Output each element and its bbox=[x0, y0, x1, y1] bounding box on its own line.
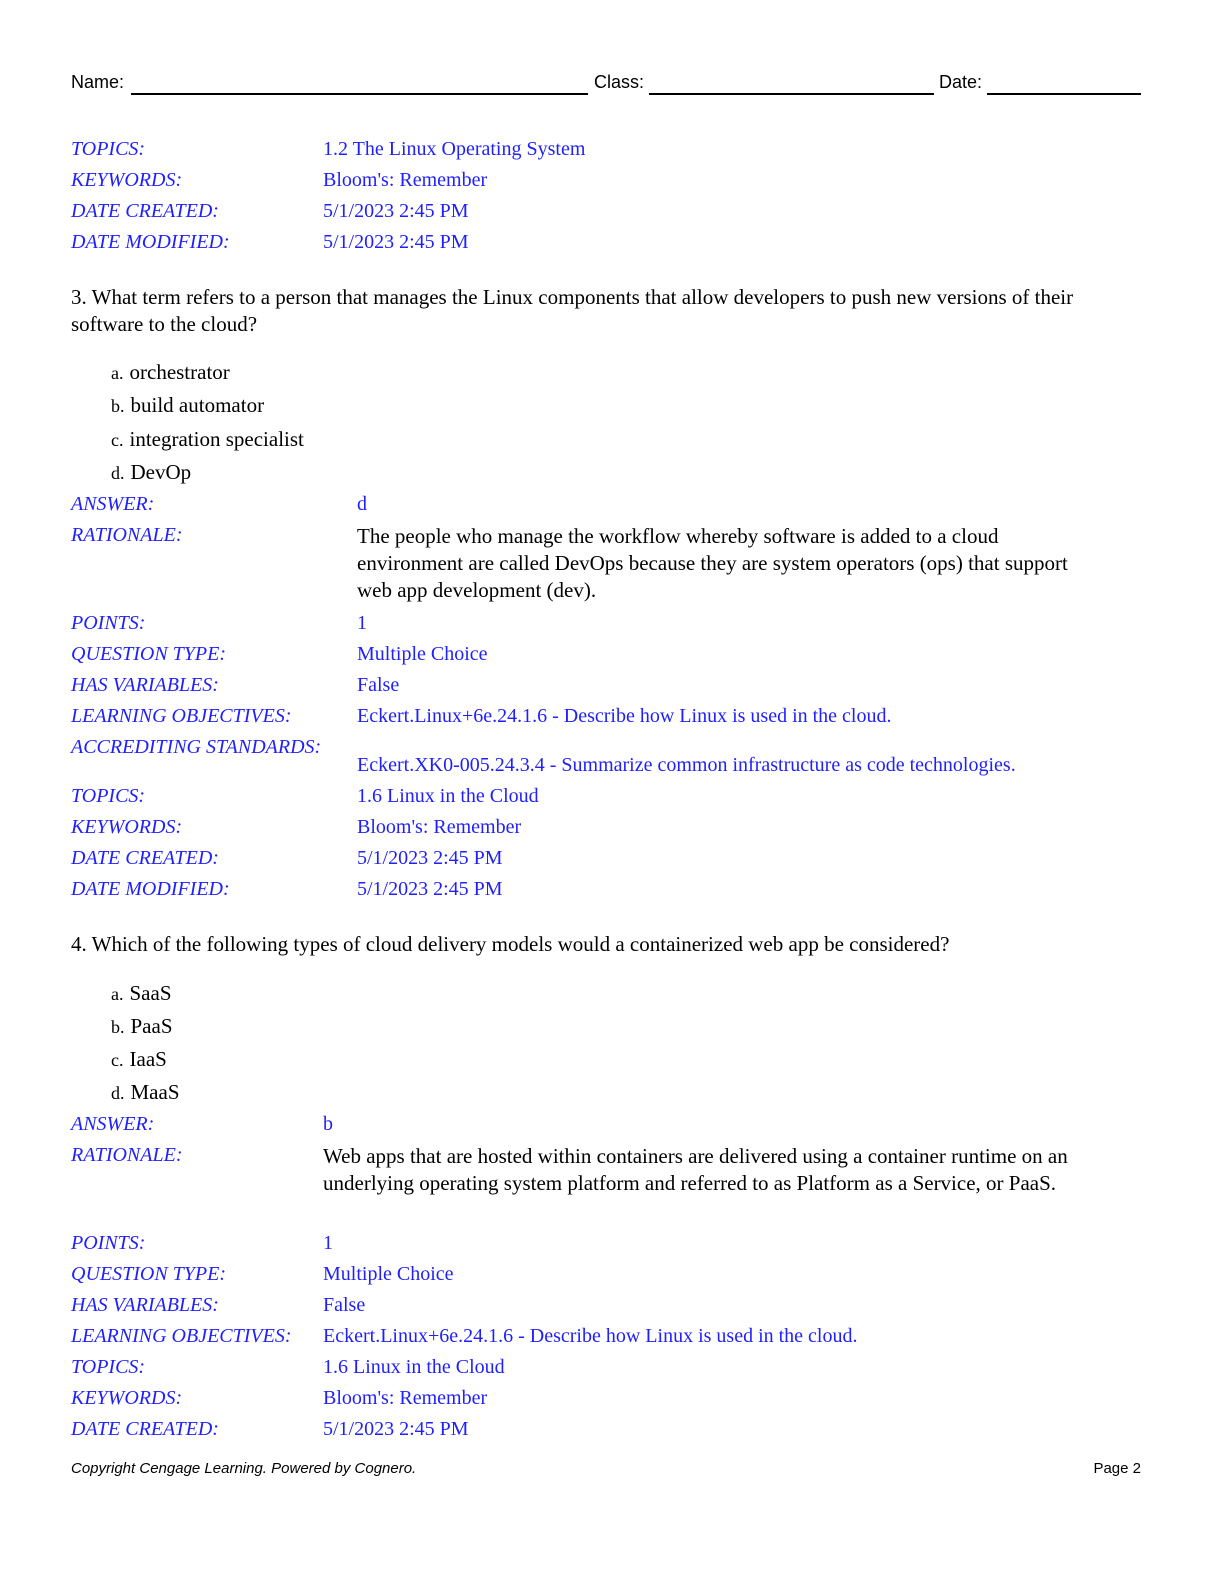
meta-key: QUESTION TYPE: bbox=[71, 1263, 227, 1285]
option-letter: b. bbox=[111, 396, 125, 416]
q4-option-d bbox=[111, 1079, 180, 1106]
meta-value: 5/1/2023 2:45 PM bbox=[323, 1418, 469, 1440]
meta-key: KEYWORDS: bbox=[71, 169, 183, 191]
option-text: orchestrator bbox=[129, 360, 230, 384]
option-letter: c. bbox=[111, 1050, 124, 1070]
meta-value: 1.6 Linux in the Cloud bbox=[357, 785, 539, 807]
option-letter: a. bbox=[111, 984, 124, 1004]
meta-key: DATE MODIFIED: bbox=[71, 878, 230, 900]
meta-value: 5/1/2023 2:45 PM bbox=[323, 200, 469, 222]
class-field-line bbox=[649, 93, 934, 95]
meta-key: LEARNING OBJECTIVES: bbox=[71, 705, 292, 727]
meta-key: HAS VARIABLES: bbox=[71, 1294, 219, 1316]
name-field-line bbox=[131, 93, 588, 95]
meta-key: DATE CREATED: bbox=[71, 200, 219, 222]
meta-value: 5/1/2023 2:45 PM bbox=[323, 231, 469, 253]
meta-key: ANSWER: bbox=[71, 1113, 155, 1135]
q3-option-d bbox=[111, 459, 191, 486]
rationale-text: Web apps that are hosted within containers are delivered using a container runtime on an underlying operating system platform and referred to as Platform as a Service, or PaaS. bbox=[323, 1144, 1068, 1195]
q4-option-a bbox=[111, 980, 172, 1007]
meta-key: DATE CREATED: bbox=[71, 1418, 219, 1440]
option-text: SaaS bbox=[129, 981, 172, 1005]
option-letter: d. bbox=[111, 1083, 125, 1103]
class-label: Class: bbox=[594, 72, 645, 92]
meta-value: False bbox=[323, 1294, 366, 1316]
meta-key: TOPICS: bbox=[71, 138, 146, 160]
date-label: Date: bbox=[939, 72, 983, 92]
rationale-text: The people who manage the workflow whereby software is added to a cloud environment are called DevOps because they are system operators (ops) that support web app development (dev). bbox=[357, 524, 1068, 602]
meta-key: HAS VARIABLES: bbox=[71, 674, 219, 696]
meta-key: RATIONALE: bbox=[71, 1144, 183, 1166]
option-text: build automator bbox=[130, 393, 265, 417]
meta-value: Eckert.Linux+6e.24.1.6 - Describe how Linux is used in the cloud. bbox=[357, 705, 892, 727]
option-text: integration specialist bbox=[129, 427, 304, 451]
meta-key: TOPICS: bbox=[71, 785, 146, 807]
meta-key: POINTS: bbox=[71, 1232, 146, 1254]
meta-key: RATIONALE: bbox=[71, 524, 183, 546]
meta-key: DATE CREATED: bbox=[71, 847, 219, 869]
meta-key: ANSWER: bbox=[71, 493, 155, 515]
header-fields bbox=[71, 72, 1141, 98]
meta-key: POINTS: bbox=[71, 612, 146, 634]
q3-option-b bbox=[111, 392, 264, 419]
meta-value: False bbox=[357, 674, 400, 696]
meta-value: Multiple Choice bbox=[357, 643, 488, 665]
meta-key: KEYWORDS: bbox=[71, 816, 183, 838]
meta-value: Bloom's: Remember bbox=[357, 816, 522, 838]
meta-key: QUESTION TYPE: bbox=[71, 643, 227, 665]
meta-key: LEARNING OBJECTIVES: bbox=[71, 1325, 292, 1347]
q4-option-b bbox=[111, 1013, 173, 1040]
meta-key: ACCREDITING STANDARDS: bbox=[71, 736, 322, 758]
name-label: Name: bbox=[71, 72, 125, 92]
option-text: MaaS bbox=[130, 1080, 180, 1104]
answer-value: b bbox=[323, 1113, 333, 1135]
meta-value: 1.6 Linux in the Cloud bbox=[323, 1356, 505, 1378]
option-letter: b. bbox=[111, 1017, 125, 1037]
meta-key: TOPICS: bbox=[71, 1356, 146, 1378]
question-4-text: 4. Which of the following types of cloud delivery models would a containerized web app be considered? bbox=[71, 932, 950, 956]
q3-option-a bbox=[111, 359, 230, 386]
option-text: IaaS bbox=[129, 1047, 167, 1071]
option-letter: d. bbox=[111, 463, 125, 483]
meta-value: 1.2 The Linux Operating System bbox=[323, 138, 586, 160]
meta-value: Multiple Choice bbox=[323, 1263, 454, 1285]
q3-option-c bbox=[111, 426, 304, 453]
meta-key: KEYWORDS: bbox=[71, 1387, 183, 1409]
question-3-text: 3. What term refers to a person that manages the Linux components that allow developers to push new versions of their software to the cloud? bbox=[71, 285, 1074, 336]
meta-value: 5/1/2023 2:45 PM bbox=[357, 847, 503, 869]
meta-key: DATE MODIFIED: bbox=[71, 231, 230, 253]
option-text: DevOp bbox=[130, 460, 192, 484]
meta-value: Eckert.Linux+6e.24.1.6 - Describe how Linux is used in the cloud. bbox=[323, 1325, 858, 1347]
q4-option-c bbox=[111, 1046, 167, 1073]
meta-value: Bloom's: Remember bbox=[323, 169, 488, 191]
option-letter: c. bbox=[111, 430, 124, 450]
option-text: PaaS bbox=[130, 1014, 173, 1038]
date-field-line bbox=[987, 93, 1141, 95]
footer-page-number: Page 2 bbox=[1093, 1460, 1141, 1477]
meta-value: 1 bbox=[357, 612, 367, 634]
meta-value: 5/1/2023 2:45 PM bbox=[357, 878, 503, 900]
option-letter: a. bbox=[111, 363, 124, 383]
answer-value: d bbox=[357, 493, 367, 515]
meta-value: Bloom's: Remember bbox=[323, 1387, 488, 1409]
footer-copyright: Copyright Cengage Learning. Powered by Cognero. bbox=[71, 1460, 417, 1477]
meta-value: 1 bbox=[323, 1232, 333, 1254]
meta-value: Eckert.XK0-005.24.3.4 - Summarize common infrastructure as code technologies. bbox=[357, 754, 1016, 776]
